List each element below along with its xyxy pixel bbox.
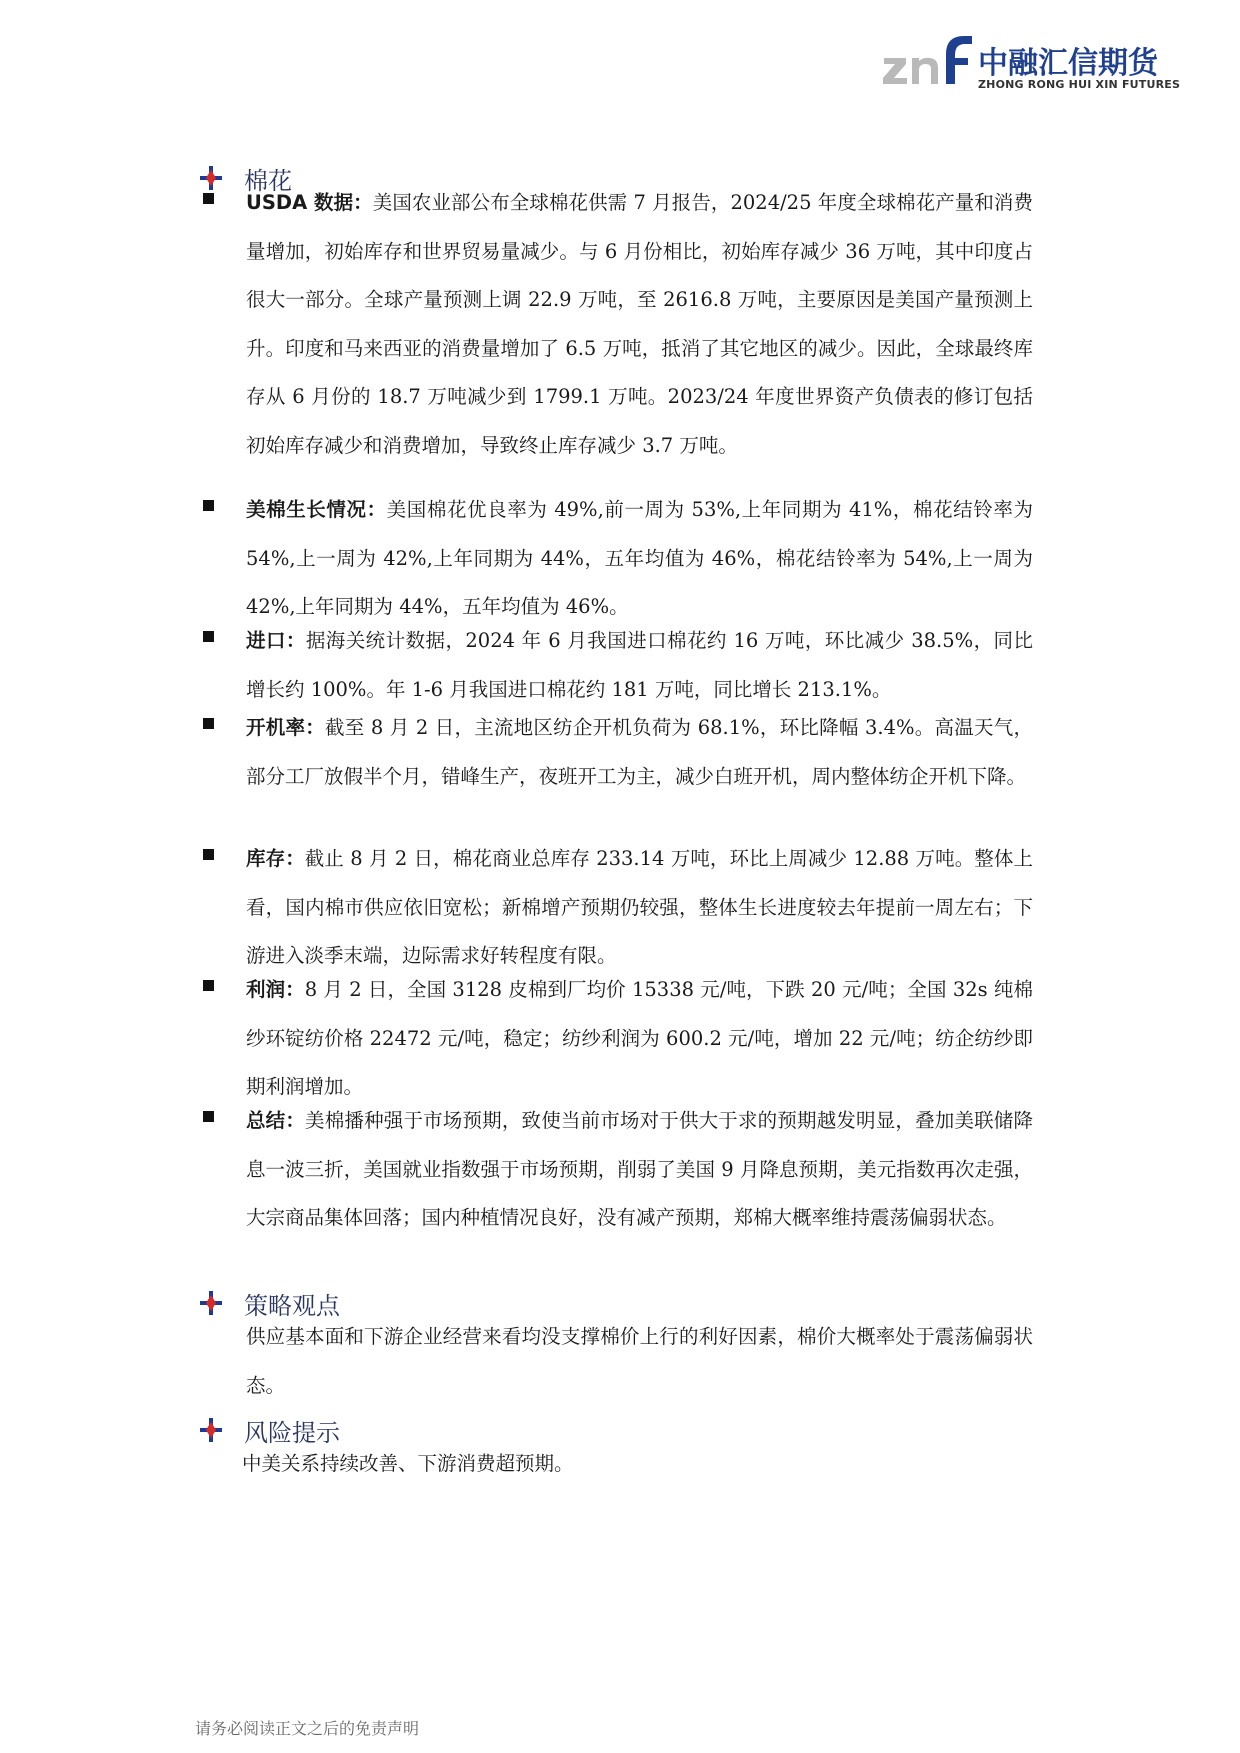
risk-paragraph: 中美关系持续改善、下游消费超预期。 xyxy=(242,1452,574,1475)
bullet-paragraph xyxy=(246,1097,1033,1243)
bullet-paragraph xyxy=(246,704,1033,801)
bullet-paragraph xyxy=(246,486,1033,632)
bullet-body: 据海关统计数据，2024 年 6 月我国进口棉花约 16 万吨，环比减少 38.5%，同比增长约 100%。年 1-6 月我国进口棉花约 181 万吨，同比增长 213.1%。 xyxy=(246,629,1033,701)
bullet-paragraph xyxy=(246,617,1033,714)
logo-english-name: ZHONG RONG HUI XIN FUTURES xyxy=(978,78,1181,91)
bullet-body: 截至 8 月 2 日，主流地区纺企开机负荷为 68.1%，环比降幅 3.4%。高温天气，部分工厂放假半个月，错峰生产，夜班开工为主，减少白班开机，周内整体纺企开机下降。 xyxy=(246,716,1033,788)
bullet-label: 开机率： xyxy=(246,716,325,739)
bullet-paragraph xyxy=(246,179,1033,470)
bullet-label: 库存： xyxy=(246,847,305,870)
bullet-label: 利润： xyxy=(246,978,305,1001)
bullet-square-icon xyxy=(203,718,214,729)
disclaimer-footer: 请务必阅读正文之后的免责声明 xyxy=(195,1719,420,1738)
bullet-square-icon xyxy=(203,193,214,204)
section-marker-icon xyxy=(200,1418,222,1442)
bullet-label: 美棉生长情况： xyxy=(246,498,387,521)
bullet-square-icon xyxy=(203,980,214,991)
strategy-paragraph: 供应基本面和下游企业经营来看均没支撑棉价上行的利好因素，棉价大概率处于震荡偏弱状态。 xyxy=(246,1325,1033,1397)
bullet-body: 美国农业部公布全球棉花供需 7 月报告，2024/25 年度全球棉花产量和消费量增加，初始库存和世界贸易量减少。与 6 月份相比，初始库存减少 36 万吨，其中印度占很大一部分。全球产量预测上调 22.9 万吨，至 2616.8 万吨，主要原因是美国产量预测上升。印度和马来西亚的消费量增加了 6.5 万吨，抵消了其它地区的减少。因此，全球最终库存从 6 月份的 18.7 万吨减少到 1799.1 万吨。2023/24 年度世界资产负债表的修订包括初始库存减少和消费增加，导致终止库存减少 3.7 万吨。 xyxy=(246,191,1033,457)
section-title: 策略观点 xyxy=(244,1291,340,1320)
bullet-square-icon xyxy=(203,500,214,511)
section-marker-icon xyxy=(200,166,222,190)
section-title: 风险提示 xyxy=(244,1418,340,1447)
znf-logo-mark xyxy=(880,28,976,98)
bullet-body: 截止 8 月 2 日，棉花商业总库存 233.14 万吨，环比上周减少 12.88 万吨。整体上看，国内棉市供应依旧宽松；新棉增产预期仍较强，整体生长进度较去年提前一周左右；下游进入淡季末端，边际需求好转程度有限。 xyxy=(246,847,1033,967)
bullet-paragraph xyxy=(246,966,1033,1112)
bullet-square-icon xyxy=(203,631,214,642)
bullet-paragraph xyxy=(246,835,1033,981)
section-marker-icon xyxy=(200,1291,222,1315)
bullet-square-icon xyxy=(203,849,214,860)
bullet-body: 美国棉花优良率为 49%,前一周为 53%,上年同期为 41%，棉花结铃率为 54%,上一周为 42%,上年同期为 44%，五年均值为 46%，棉花结铃率为 54%,上一周为 42%,上年同期为 44%，五年均值为 46%。 xyxy=(246,498,1033,618)
bullet-label: 总结： xyxy=(246,1109,306,1132)
bullet-square-icon xyxy=(203,1111,214,1122)
bullet-label: 进口： xyxy=(246,629,306,652)
company-logo xyxy=(880,28,1180,98)
bullet-body: 美棉播种强于市场预期，致使当前市场对于供大于求的预期越发明显，叠加美联储降息一波三折，美国就业指数强于市场预期，削弱了美国 9 月降息预期，美元指数再次走强，大宗商品集体回落；国内种植情况良好，没有减产预期，郑棉大概率维持震荡偏弱状态。 xyxy=(246,1109,1033,1229)
logo-chinese-name: 中融汇信期货 xyxy=(978,46,1158,81)
section-title: 棉花 xyxy=(244,166,292,195)
bullet-body: 8 月 2 日，全国 3128 皮棉到厂均价 15338 元/吨，下跌 20 元/吨；全国 32s 纯棉纱环锭纺价格 22472 元/吨，稳定；纺纱利润为 600.2 元/吨，增加 22 元/吨；纺企纺纱即期利润增加。 xyxy=(246,978,1033,1098)
bullet-label: USDA 数据： xyxy=(246,191,373,214)
